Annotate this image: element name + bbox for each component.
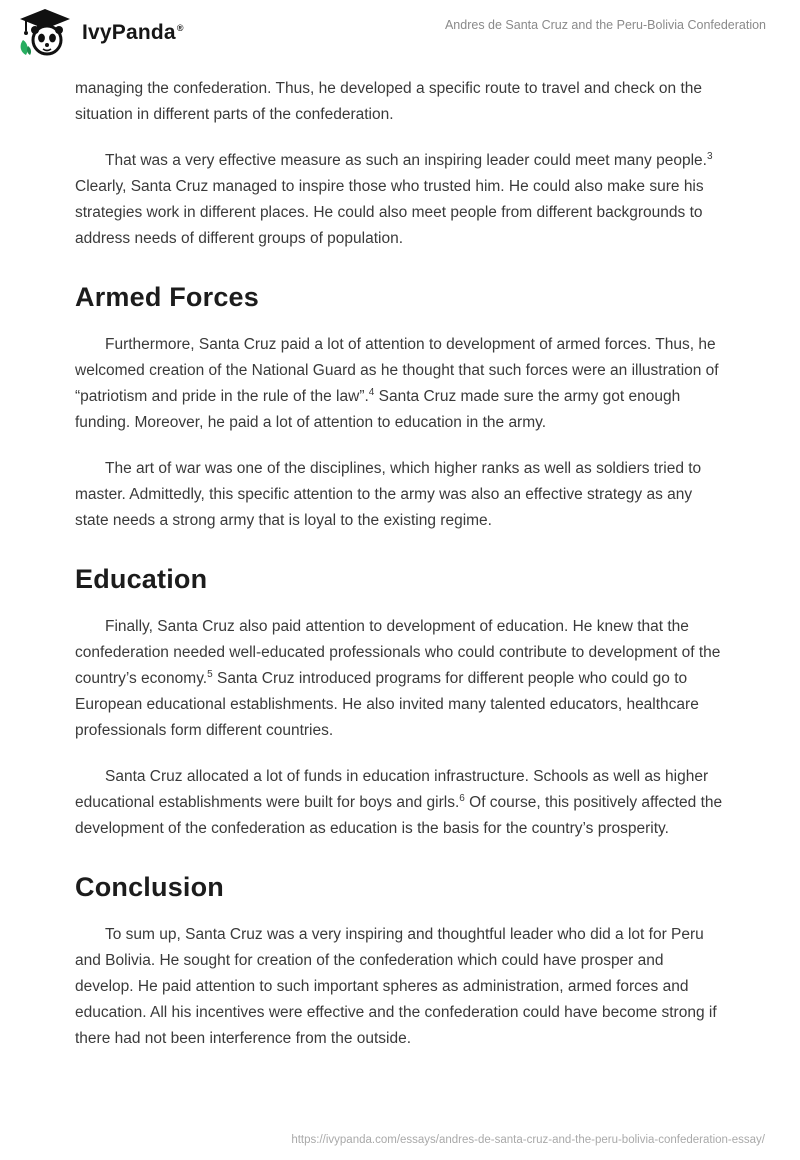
paragraph: managing the confederation. Thus, he developed a specific route to travel and check on the situation in different parts of the confederation. xyxy=(75,80,703,123)
footnote-ref: 3 xyxy=(706,150,713,162)
essay-content xyxy=(0,62,800,1052)
section-heading: Education xyxy=(75,564,208,594)
doc-title: Andres de Santa Cruz and the Peru-Bolivia Confederation xyxy=(444,18,766,32)
paragraph: To sum up, Santa Cruz was a very inspiring and thoughtful leader who did a lot for Peru and Bolivia. He sought for creation of the confederation which could have prosper and develop. He paid attention to such important spheres as administration, armed forces and education. All his incentives were effective and the confederation could have become strong if there had not been interference from the outside. xyxy=(75,926,717,1047)
page-footer xyxy=(0,1134,800,1146)
paragraph: The art of war was one of the disciplines, which higher ranks as well as soldiers tried to master. Admittedly, this specific attention to the army was also an effective strategy as any state needs a strong army that is loyal to the existing regime. xyxy=(75,460,702,529)
section-heading: Conclusion xyxy=(75,872,224,902)
paragraph: Furthermore, Santa Cruz paid a lot of attention to development of armed forces. Thus, he welcomed creation of the National Guard as he thought that such forces were an illustration of “patriotism and pride in the rule of the law”.$^4$ Santa Cruz made sure the army got enough funding. Moreover, he paid a lot of attention to education in the army. xyxy=(75,336,719,431)
paragraph: That was a very effective measure as such an inspiring leader could meet many people.$^3$ Clearly, Santa Cruz managed to inspire those who trusted him. He could also make sure his strategies work in different places. He could also meet people from different backgrounds to address needs of different groups of population. xyxy=(75,150,713,247)
footnote-ref: 5 xyxy=(207,668,213,680)
brand-name: IvyPanda® xyxy=(82,21,184,44)
registered-mark: ® xyxy=(176,23,184,33)
section-heading: Armed Forces xyxy=(75,282,259,312)
paragraph: Finally, Santa Cruz also paid attention to development of education. He knew that the confederation needed well-educated professionals who could contribute to development of the country’s economy.$^5$ Santa Cruz introduced programs for different people who could go to European educational establishments. He also invited many talented educators, healthcare professionals form different countries. xyxy=(75,618,721,739)
brand xyxy=(18,8,184,58)
paragraph: Santa Cruz allocated a lot of funds in education infrastructure. Schools as well as higher educational establishments were built for boys and girls.$^6$ Of course, this positively affected the development of the confederation as education is the basis for the country’s prosperity. xyxy=(75,768,723,837)
footnote-ref: 4 xyxy=(368,386,375,398)
source-url: https://ivypanda.com/essays/andres-de-santa-cruz-and-the-peru-bolivia-confederation-essay/ xyxy=(291,1134,765,1146)
ivypanda-logo-icon xyxy=(18,8,72,58)
page-header xyxy=(0,0,800,62)
footnote-ref: 6 xyxy=(459,792,465,804)
